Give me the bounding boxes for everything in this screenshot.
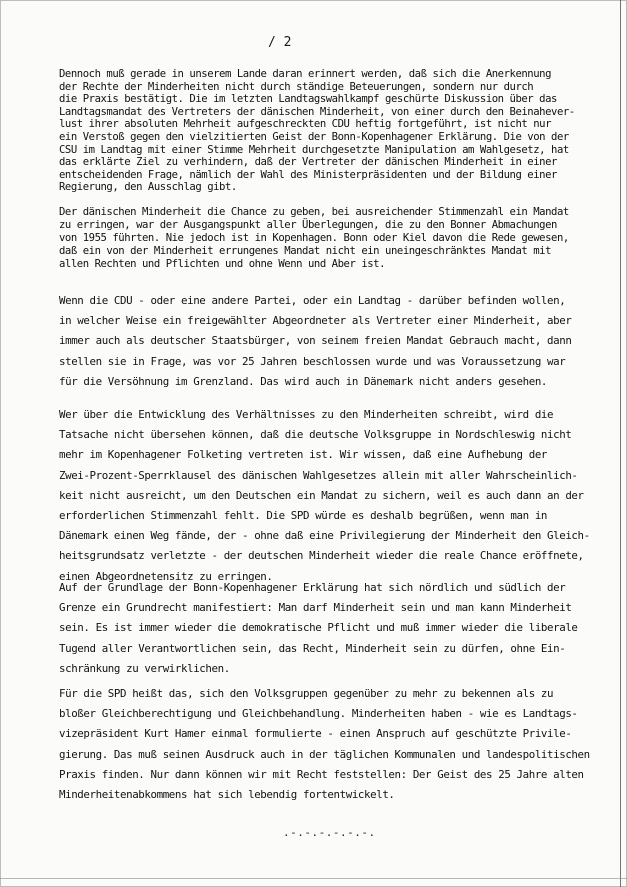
text-line: Grenze ein Grundrecht manifestiert: Man darf Minderheit sein und man kann Minderheit xyxy=(59,601,572,615)
paragraph-2 xyxy=(59,206,619,271)
text-line: mehr im Kopenhagener Folketing vertreten ist. Wir wissen, daß eine Aufhebung der xyxy=(59,448,548,462)
text-line: daß ein von der Minderheit errungenes Mandat nicht ein uneingeschränktes Mandat mit xyxy=(59,245,552,257)
text-line: Tugend aller Verantwortlichen sein, das Recht, Minderheit sein zu dürfen, ohne Ein- xyxy=(59,641,566,655)
text-line: Der dänischen Minderheit die Chance zu geben, bei ausreichender Stimmenzahl ein Mandat xyxy=(59,206,569,218)
paragraph-1 xyxy=(59,68,619,194)
text-line: schränkung zu verwirklichen. xyxy=(59,661,230,675)
text-line: gierung. Das muß seinen Ausdruck auch in der täglichen Kommunalen und landespolitischen xyxy=(59,747,590,761)
paragraph-3 xyxy=(59,291,619,392)
text-line: Auf der Grundlage der Bonn-Kopenhagener Erklärung hat sich nördlich und südlich der xyxy=(59,581,566,594)
page-edge-shadow xyxy=(620,0,621,887)
text-line: ein Verstoß gegen den vielzitierten Geist der Bonn-Kopenhagener Erklärung. Die von der xyxy=(59,130,569,143)
text-line: vizepräsident Kurt Hamer einmal formulierte - einen Anspruch auf geschützte Privile- xyxy=(59,727,572,741)
text-line: zu erringen, war der Ausgangspunkt aller Überlegungen, die zu den Bonner Abmachungen xyxy=(59,219,557,231)
text-line: Tatsache nicht übersehen können, daß die deutsche Volksgruppe in Nordschleswig nicht xyxy=(59,428,572,442)
text-line: allen Rechten und Pflichten und ohne Wenn und Aber ist. xyxy=(59,258,386,270)
paragraph-4 xyxy=(59,405,619,587)
text-line: in welcher Weise ein freigewählter Abgeordneter als Vertreter einer Minderheit, aber xyxy=(59,314,572,328)
text-line: Regierung, den Ausschlag gibt. xyxy=(59,181,237,194)
page-number: / 2 xyxy=(268,35,292,50)
text-line: sein. Es ist immer wieder die demokratische Pflicht und muß immer wieder die liberale xyxy=(59,621,578,635)
text-line: Für die SPD heißt das, sich den Volksgruppen gegenüber zu mehr zu bekennen als zu xyxy=(59,687,554,700)
end-mark: .-.-.-.-.-.-. xyxy=(283,826,376,839)
paragraph-6 xyxy=(59,684,619,805)
text-line: Wenn die CDU - oder eine andere Partei, oder ein Landtag - darüber befinden wollen, xyxy=(59,294,566,307)
text-line: Dennoch muß gerade in unserem Lande daran erinnert werden, daß sich die Anerkennung xyxy=(59,68,552,80)
text-line: die Praxis bestätigt. Die im letzten Landtagswahlkampf geschürte Diskussion über das xyxy=(59,93,557,106)
paragraph-5 xyxy=(59,578,619,679)
text-line: Praxis finden. Nur dann können wir mit Recht feststellen: Der Geist des 25 Jahre alten xyxy=(59,767,584,781)
text-line: Minderheitenabkommens hat sich lebendig fortentwickelt. xyxy=(59,788,395,802)
text-line: Landtagsmandat des Vertreters der dänischen Minderheit, von einer durch den Beinahever- xyxy=(59,105,575,118)
text-line: für die Versöhnung im Grenzland. Das wird auch in Dänemark nicht anders gesehen. xyxy=(59,374,548,388)
text-line: erforderlichen Stimmenzahl fehlt. Die SPD würde es deshalb begrüßen, wenn man in xyxy=(59,509,548,523)
text-line: stellen sie in Frage, was vor 25 Jahren beschlossen wurde und was Voraussetzung war xyxy=(59,354,566,368)
text-line: entscheidenden Frage, nämlich der Wahl des Ministerpräsidenten und der Bildung einer xyxy=(59,168,557,181)
text-line: Zwei-Prozent-Sperrklausel des dänischen Wahlgesetzes allein mit aller Wahrscheinlich- xyxy=(59,468,578,482)
text-line: Wer über die Entwicklung des Verhältnisses zu den Minderheiten schreibt, wird die xyxy=(59,408,554,421)
page-bottom-edge xyxy=(0,878,627,879)
text-line: einen Abgeordnetensitz zu erringen. xyxy=(59,569,273,583)
text-line: lust ihrer absoluten Mehrheit aufgeschreckten CDU heftig fortgeführt, ist nicht nur xyxy=(59,118,552,131)
text-line: von 1955 führten. Nie jedoch ist in Kopenhagen. Bonn oder Kiel davon die Rede gewesen, xyxy=(59,232,569,244)
text-line: immer auch als deutscher Staatsbürger, von seinem freien Mandat Gebrauch macht, dann xyxy=(59,334,572,348)
text-line: das erklärte Ziel zu verhindern, daß der Vertreter der dänischen Minderheit in einer xyxy=(59,156,557,169)
text-line: keit nicht ausreicht, um den Deutschen ein Mandat zu sichern, weil es auch dann an der xyxy=(59,488,584,502)
text-line: CSU im Landtag mit einer Stimme Mehrheit durchgesetzte Manipulation am Wahlgesetz, hat xyxy=(59,143,569,156)
text-line: bloßer Gleichberechtigung und Gleichbehandlung. Minderheiten haben - wie es Landtags- xyxy=(59,707,578,721)
text-line: Dänemark einen Weg fände, der - ohne daß eine Privilegierung der Minderheit den Gleich- xyxy=(59,529,590,543)
text-line: der Rechte der Minderheiten nicht durch ständige Beteuerungen, sondern nur durch xyxy=(59,80,534,93)
text-line: heitsgrundsatz verletzte - der deutschen Minderheit wieder die reale Chance eröffnete, xyxy=(59,549,584,563)
